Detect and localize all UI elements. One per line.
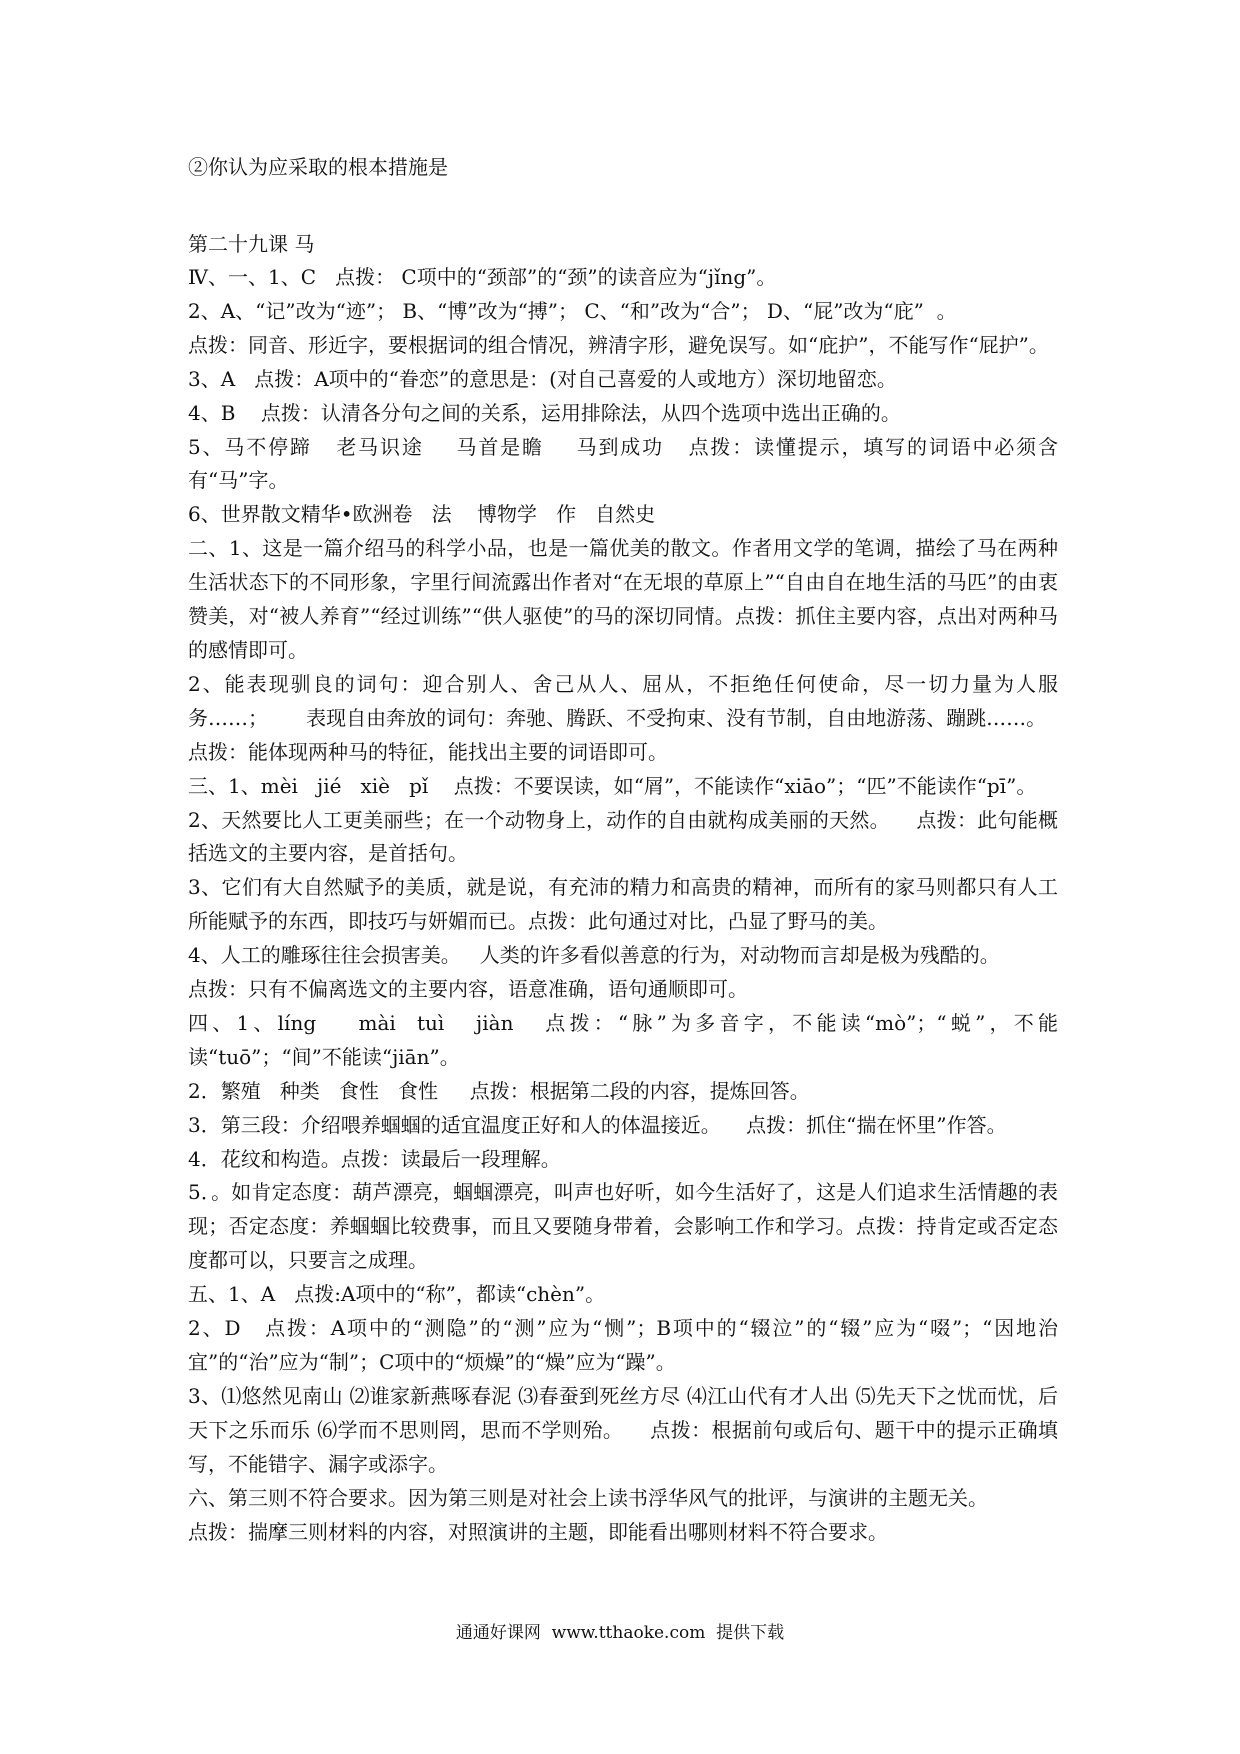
- answer-paragraph: 2、天然要比人工更美丽些；在一个动物身上，动作的自由就构成美丽的天然。 点拨：此句能概括选文的主要内容，是首括句。: [188, 807, 1058, 866]
- lesson-title: 第二十九课 马: [188, 232, 315, 256]
- answer-paragraph: 4、人工的雕琢往往会损害美。 人类的许多看似善意的行为，对动物而言却是极为残酷的。: [188, 943, 1000, 968]
- answer-paragraph: 六、第三则不符合要求。因为第三则是对社会上读书浮华风气的批评，与演讲的主题无关。: [188, 1485, 988, 1510]
- question-line: ②你认为应采取的根本措施是: [188, 155, 448, 179]
- answer-paragraph: 点拨：揣摩三则材料的内容，对照演讲的主题，即能看出哪则材料不符合要求。: [188, 1519, 888, 1544]
- answer-paragraph: 5、马不停蹄 老马识途 马首是瞻 马到成功 点拨：读懂提示，填写的词语中必须含有“马”字。: [188, 434, 1058, 493]
- answer-paragraph: 3、它们有大自然赋予的美质，就是说，有充沛的精力和高贵的精神，而所有的家马则都只有人工所能赋予的东西，即技巧与妍媚而已。点拨：此句通过对比，凸显了野马的美。: [188, 875, 1058, 934]
- answer-paragraph: 点拨：能体现两种马的特征，能找出主要的词语即可。: [188, 739, 668, 764]
- answer-paragraph: 2、D 点拨：A项中的“测隐”的“测”应为“恻”；B项中的“辍泣”的“辍”应为“啜”；“因地治宜”的“治”应为“制”；C项中的“烦燥”的“燥”应为“躁”。: [188, 1316, 1058, 1374]
- answer-paragraph: 5．。如肯定态度：葫芦漂亮，蝈蝈漂亮，叫声也好听，如今生活好了，这是人们追求生活情趣的表现；否定态度：养蝈蝈比较费事，而且又要随身带着，会影响工作和学习。点拨：持肯定或否定态度都可以，只要言之成理。: [188, 1180, 1058, 1273]
- answer-paragraph: 6、世界散文精华•欧洲卷 法 博物学 作 自然史: [188, 502, 656, 527]
- answer-paragraph: 4、B 点拨：认清各分句之间的关系，运用排除法，从四个选项中选出正确的。: [188, 400, 901, 425]
- answer-paragraph: 3．第三段：介绍喂养蝈蝈的适宜温度正好和人的体温接近。 点拨：抓住“揣在怀里”作答。: [188, 1112, 1007, 1137]
- answer-paragraph: 2．繁殖 种类 食性 食性 点拨：根据第二段的内容，提炼回答。: [188, 1078, 810, 1103]
- answer-paragraph: 点拨：只有不偏离选文的主要内容，语意准确，语句通顺即可。: [188, 977, 748, 1002]
- answer-paragraph: 4．花纹和构造。点拨：读最后一段理解。: [188, 1146, 561, 1171]
- answer-paragraph: 四、1、líng mài tuì jiàn 点拨：“脉”为多音字，不能读“mò”；“蜕”，不能读“tuō”；“间”不能读“jiān”。: [188, 1010, 1058, 1069]
- answer-paragraph: Ⅳ、一、1、C 点拨： C项中的“颈部”的“颈”的读音应为“jǐng”。: [188, 265, 777, 289]
- answer-paragraph: 2、A、“记”改为“迹”； B、“博”改为“搏”； C、“和”改为“合”； D、“屁”改为“庇” 。: [188, 298, 957, 323]
- answer-paragraph: 三、1、mèi jié xiè pǐ 点拨：不要误读，如“屑”，不能读作“xiāo”；“匹”不能读作“pī”。: [188, 773, 1037, 798]
- document-body: [188, 150, 1058, 1549]
- answer-paragraph: 点拨：同音、形近字，要根据词的组合情况，辨清字形，避免误写。如“庇护”，不能写作“屁护”。: [188, 332, 1049, 357]
- answer-paragraph: 二、1、这是一篇介绍马的科学小品，也是一篇优美的散文。作者用文学的笔调，描绘了马在两种生活状态下的不同形象，字里行间流露出作者对“在无垠的草原上”“自由自在地生活的马匹”的由衷赞美，对“被人养育”“经过训练”“供人驱使”的马的深切同情。点拨：抓住主要内容，点出对两种马的感情即可。: [188, 536, 1058, 662]
- page-footer: 通通好课网 www.tthaoke.com 提供下载: [455, 1623, 785, 1643]
- answer-paragraph: 五、1、A 点拨:A项中的“称”，都读“chèn”。: [188, 1282, 606, 1307]
- answer-paragraph: 3、⑴悠然见南山 ⑵谁家新燕啄春泥 ⑶春蚕到死丝方尽 ⑷江山代有才人出 ⑸先天下之忧而忧，后天下之乐而乐 ⑹学而不思则罔，思而不学则殆。 点拨：根据前句或后句、题干中的提示正确填写，不能错字、漏字或添字。: [188, 1383, 1058, 1476]
- answer-paragraph: 2、能表现驯良的词句：迎合别人、舍己从人、屈从，不拒绝任何使命，尽一切力量为人服务……； 表现自由奔放的词句：奔驰、腾跃、不受拘束、没有节制，自由地游荡、蹦跳……。: [188, 671, 1058, 730]
- answer-paragraph: 3、A 点拨：A项中的“眷恋”的意思是：(对自己喜爱的人或地方）深切地留恋。: [188, 366, 897, 391]
